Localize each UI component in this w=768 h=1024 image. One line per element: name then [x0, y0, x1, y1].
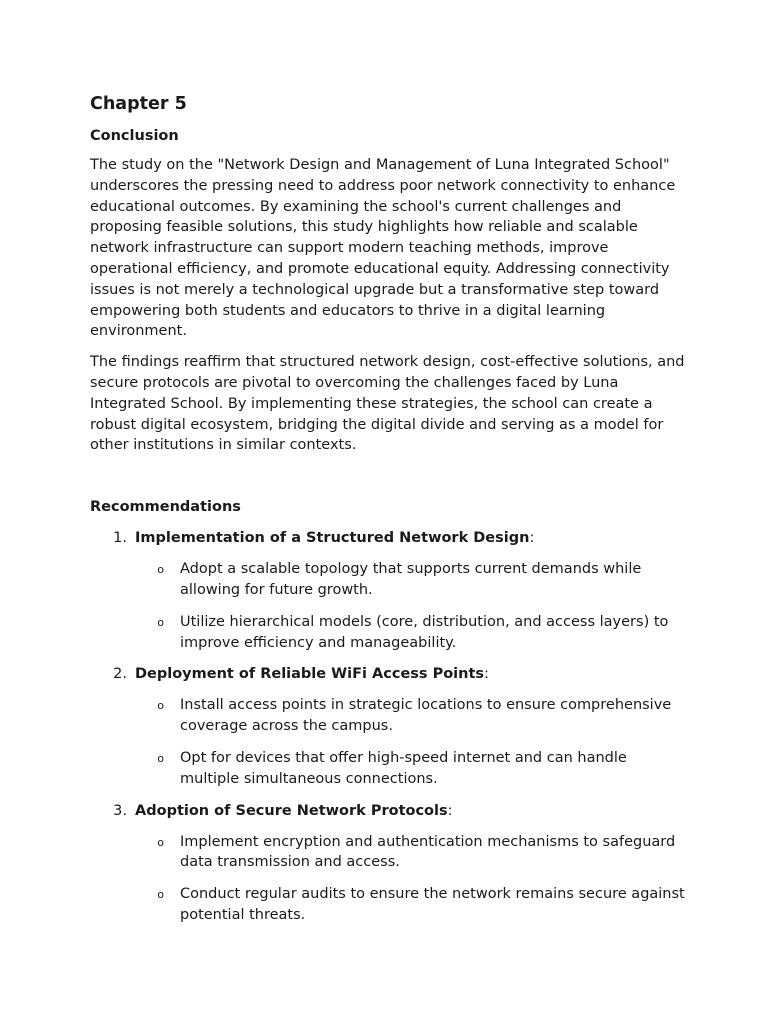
- list-item: [90, 695, 690, 737]
- hollow-bullet-icon: o: [157, 563, 164, 577]
- list-item: [90, 559, 690, 601]
- list-item: [90, 748, 690, 790]
- point-text: Adopt a scalable topology that supports current demands while allowing for future growth.: [180, 561, 642, 598]
- hollow-bullet-icon: o: [157, 888, 164, 902]
- recommendation-title: Deployment of Reliable WiFi Access Points: [135, 666, 485, 683]
- recommendation-item: [90, 801, 690, 926]
- point-text: Conduct regular audits to ensure the network remains secure against potential threats.: [180, 886, 685, 923]
- recommendations-heading: Recommendations: [90, 499, 241, 516]
- recommendation-item: [90, 664, 690, 789]
- recommendation-number: 1.: [113, 530, 127, 547]
- hollow-bullet-icon: o: [157, 615, 164, 629]
- recommendation-title-wrap: [135, 528, 534, 548]
- chapter-title: Chapter 5: [90, 94, 187, 114]
- recommendation-points: [90, 559, 690, 653]
- point-text: Install access points in strategic locations to ensure comprehensive coverage across the campus.: [180, 697, 672, 735]
- hollow-bullet-icon: o: [157, 835, 164, 849]
- point-text: Implement encryption and authentication mechanisms to safeguard data transmission and access.: [180, 833, 676, 871]
- recommendation-item: [90, 528, 690, 653]
- recommendation-title-row: [90, 664, 690, 684]
- document-page: [90, 92, 690, 937]
- point-text: Utilize hierarchical models (core, distribution, and access layers) to improve efficiency and manageability.: [180, 613, 669, 651]
- recommendation-number: 3.: [113, 802, 127, 819]
- conclusion-paragraph: The study on the "Network Design and Management of Luna Integrated School" underscores the pressing need to address poor network connectivity to enhance educational outcomes. By examining the school's current challenges and proposing feasible solutions, this study highlights how reliable and scalable network infrastructure can support modern teaching methods, improve operational efficiency, and promote educational equity. Addressing connectivity issues is not merely a technological upgrade but a transformative step toward empowering both students and educators to thrive in a digital learning environment.: [90, 157, 676, 340]
- recommendation-title-wrap: [135, 801, 453, 821]
- list-item: [90, 612, 690, 654]
- recommendation-points: [90, 695, 690, 789]
- recommendation-title-suffix: :: [447, 802, 453, 819]
- hollow-bullet-icon: o: [157, 699, 164, 713]
- recommendation-title-suffix: :: [484, 666, 489, 683]
- recommendation-title-row: [90, 801, 690, 821]
- recommendation-title-row: [90, 528, 690, 548]
- recommendation-title-suffix: :: [529, 530, 535, 547]
- recommendation-title: Adoption of Secure Network Protocols: [135, 802, 448, 819]
- list-item: [90, 884, 690, 926]
- recommendations-list: [90, 528, 690, 926]
- hollow-bullet-icon: o: [157, 751, 164, 765]
- recommendation-number: 2.: [113, 666, 127, 683]
- recommendation-title-wrap: [135, 664, 489, 684]
- list-item: [90, 832, 690, 874]
- point-text: Opt for devices that offer high-speed internet and can handle multiple simultaneous connections.: [180, 749, 627, 787]
- conclusion-paragraph: The findings reaffirm that structured network design, cost-effective solutions, and secure protocols are pivotal to overcoming the challenges faced by Luna Integrated School. By implementing these strategies, the school can create a robust digital ecosystem, bridging the digital divide and serving as a model for other institutions in similar contexts.: [90, 354, 685, 454]
- conclusion-heading: Conclusion: [90, 128, 179, 144]
- recommendation-title: Implementation of a Structured Network Design: [135, 530, 530, 547]
- recommendation-points: [90, 832, 690, 926]
